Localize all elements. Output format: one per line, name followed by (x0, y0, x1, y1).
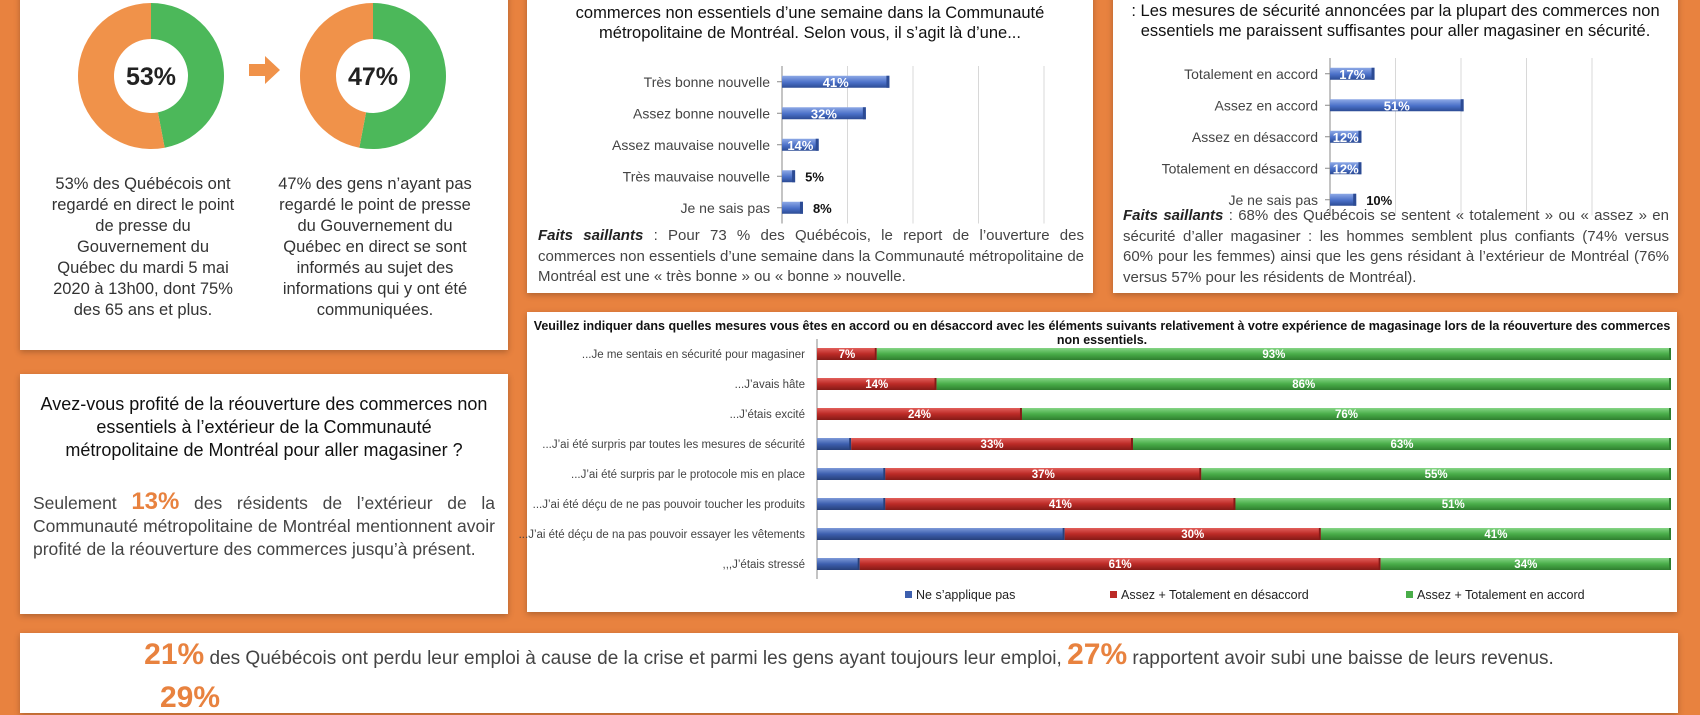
stacked-category-label: ...J’ai été déçu de ne pas pouvoir toucher les produits (532, 499, 805, 511)
stacked-segment-end (875, 348, 877, 360)
q1-value-label: 32% (810, 106, 837, 122)
bottom-text-2: rapportent avoir subi une baisse de leurs revenus. (1127, 648, 1554, 669)
legend-label-0: Ne s’applique pas (916, 588, 1016, 602)
stacked-value-label: 30% (1181, 529, 1205, 541)
stacked-value-label: 34% (1514, 559, 1538, 571)
stacked-value-label: 37% (1031, 469, 1055, 481)
q1-bar (782, 202, 803, 214)
q2-title (1113, 1, 1678, 41)
stacked-segment-end (849, 438, 851, 450)
q3-body (33, 490, 495, 561)
stacked-bar-chart (518, 337, 1677, 612)
stacked-segment-end (1669, 468, 1671, 480)
legend-swatch-1 (1110, 591, 1117, 598)
bottom-text-1: des Québécois ont perdu leur emploi à cause de la crise et parmi les gens ayant toujours leur emploi, (204, 648, 1068, 669)
q1-title (527, 3, 1093, 43)
stacked-value-label: 86% (1292, 379, 1316, 391)
q2-bar-end (1372, 68, 1375, 80)
donut-2-percent: 47% (347, 63, 399, 91)
q1-category-label: Très mauvaise nouvelle (622, 168, 770, 185)
stacked-segment-end (1379, 558, 1381, 570)
legend-label-2: Assez + Totalement en accord (1417, 588, 1585, 602)
q1-panel (527, 0, 1093, 293)
q3-panel (20, 374, 508, 614)
q2-bar-end (1358, 162, 1361, 174)
right-arrow-shape (249, 56, 280, 84)
stacked-category-label: ...J’ai été déçu de na pas pouvoir essayer les vêtements (518, 529, 805, 541)
stacked-segment-end (1669, 408, 1671, 420)
donut-caption-2: 47% des gens n’ayant pas regardé le point de presse du Gouvernement du Québec en direct se sont informés au sujet des informations qui y ont été communiquées. (278, 175, 472, 319)
q1-value-label: 41% (822, 74, 849, 90)
q1-category-label: Assez mauvaise nouvelle (612, 136, 770, 153)
donut-panel (20, 0, 508, 350)
q2-value-label: 12% (1332, 161, 1359, 177)
stacked-segment-end (935, 378, 937, 390)
q2-value-label: 10% (1366, 192, 1393, 208)
q1-title-line-2: métropolitaine de Montréal. Selon vous, il s’agit là d’une... (599, 24, 1021, 42)
donut-1-percent: 53% (125, 63, 177, 91)
donut-caption-1: 53% des Québécois ont regardé en direct le point de presse du Gouvernement du Québec du mardi 5 mai 2020 à 13h00, dont 75% des 65 ans et plus. (51, 175, 235, 319)
q1-bar-end (792, 170, 795, 182)
q2-category-label: Assez en accord (1214, 97, 1318, 114)
bottom-line-2 (20, 681, 1678, 715)
stacked-category-label: ...J’ai été surpris par toutes les mesures de sécurité (542, 439, 805, 451)
stacked-value-label: 51% (1441, 499, 1465, 511)
legend-swatch-0 (905, 591, 912, 598)
stacked-category-label: ...J’avais hâte (734, 379, 805, 391)
stacked-value-label: 7% (838, 349, 856, 361)
q2-category-label: Totalement en accord (1184, 65, 1318, 82)
stacked-segment-end (1063, 528, 1065, 540)
q3-body-after: des résidents de l’extérieur de la Communauté métropolitaine de Montréal mentionnent avoir profité de la réouverture des commerces jusqu’à présent. (33, 493, 495, 559)
q3-highlight-percent: 13% (131, 488, 180, 515)
q1-bar-end (886, 76, 889, 88)
stacked-segment-end (1669, 348, 1671, 360)
donut-charts (20, 0, 508, 160)
stacked-segment-end (1199, 468, 1201, 480)
q1-bar-chart (527, 50, 1093, 216)
q2-panel (1113, 0, 1678, 293)
q2-category-label: Je ne sais pas (1228, 191, 1318, 208)
q2-bar-chart (1113, 38, 1678, 208)
q1-bar-end (800, 202, 803, 214)
stacked-segment-end (883, 468, 885, 480)
stacked-segment-0 (817, 528, 1065, 540)
q2-value-label: 12% (1332, 129, 1359, 145)
stacked-value-label: 24% (907, 409, 931, 421)
stacked-value-label: 41% (1484, 529, 1508, 541)
stacked-category-label: ...J’étais excité (729, 409, 805, 421)
q2-faits-text: : 68% des Québécois se sentent « totalement » ou « assez » en sécurité d’aller magasiner : les hommes semblent plus confiants (74% versus 60% pour les femmes) ainsi que les gens résidant à l’extérieur de Montréal (76% versus 57% pour les résidents de Montréal). (1123, 207, 1669, 286)
stacked-value-label: 93% (1262, 349, 1286, 361)
q2-bar-end (1358, 131, 1361, 143)
stacked-value-label: 61% (1108, 559, 1132, 571)
bottom-pct-3: 29% (160, 681, 221, 714)
stacked-category-label: ...Je me sentais en sécurité pour magasiner (581, 349, 805, 361)
bottom-pct-2: 27% (1067, 638, 1128, 671)
legend-label-1: Assez + Totalement en désaccord (1121, 588, 1309, 602)
stacked-segment-end (1669, 558, 1671, 570)
stacked-segment-end (1669, 438, 1671, 450)
stacked-segment-end (883, 498, 885, 510)
q2-value-label: 51% (1383, 98, 1410, 114)
q1-bar-end (816, 139, 819, 151)
stacked-segment-0 (817, 438, 851, 450)
q2-faits-saillants (1123, 206, 1669, 288)
q1-value-label: 8% (812, 200, 832, 216)
stacked-segment-end (1669, 498, 1671, 510)
legend-swatch-2 (1406, 591, 1413, 598)
q1-title-line-1: commerces non essentiels d’une semaine dans la Communauté (575, 4, 1045, 22)
stacked-segment-end (1669, 378, 1671, 390)
stacked-value-label: 76% (1334, 409, 1358, 421)
stacked-segment-end (1233, 498, 1235, 510)
q2-bar (1330, 194, 1356, 206)
stacked-category-label: ,,,J’étais stressé (722, 559, 805, 571)
q2-faits-label: Faits saillants (1123, 207, 1224, 224)
q2-title-line-2: essentiels me paraissent suffisantes pour aller magasiner en sécurité. (1140, 22, 1651, 40)
stacked-value-label: 41% (1048, 499, 1072, 511)
stacked-segment-end (1669, 528, 1671, 540)
q2-title-line-1: : Les mesures de sécurité annoncées par la plupart des commerces non (1131, 2, 1660, 20)
q1-faits-label: Faits saillants (538, 227, 644, 244)
q2-category-label: Assez en désaccord (1191, 128, 1318, 145)
q2-bar-end (1461, 99, 1464, 111)
q2-value-label: 17% (1339, 66, 1366, 82)
stacked-segment-end (1020, 408, 1022, 420)
bottom-line-1 (20, 638, 1678, 672)
right-arrow-icon (249, 56, 280, 84)
bottom-panel (20, 633, 1678, 713)
q1-category-label: Très bonne nouvelle (643, 73, 770, 90)
q1-category-label: Je ne sais pas (680, 199, 770, 216)
stacked-value-label: 55% (1424, 469, 1448, 481)
stacked-segment-0 (817, 498, 885, 510)
q1-faits-saillants (538, 226, 1084, 288)
q1-value-label: 5% (805, 169, 824, 185)
q2-bar-end (1353, 194, 1356, 206)
stacked-category-label: ...J’ai été surpris par le protocole mis en place (571, 469, 805, 481)
q1-value-label: 14% (787, 137, 814, 153)
q1-faits-text: : Pour 73 % des Québécois, le report de l’ouverture des commerces non essentiels d’une semaine dans la Communauté métropolitaine de Montréal est une « très bonne » ou « bonne » nouvelle. (538, 227, 1084, 285)
q1-bar-end (863, 107, 866, 119)
q1-category-label: Assez bonne nouvelle (633, 105, 770, 122)
stacked-segment-end (1319, 528, 1321, 540)
stacked-value-label: 14% (865, 379, 889, 391)
stacked-segment-0 (817, 558, 860, 570)
stacked-segment-0 (817, 468, 885, 480)
q3-body-before: Seulement (33, 493, 132, 513)
bottom-pct-1: 21% (144, 638, 205, 671)
q2-category-label: Totalement en désaccord (1161, 160, 1318, 177)
stacked-chart-panel (518, 312, 1677, 612)
q3-title: Avez-vous profité de la réouverture des commerces non essentiels à l’extérieur de la Communauté métropolitaine de Montréal pour aller magasiner ? (40, 394, 488, 460)
stacked-segment-end (1131, 438, 1133, 450)
stacked-value-label: 33% (980, 439, 1004, 451)
stacked-segment-end (858, 558, 860, 570)
stacked-value-label: 63% (1390, 439, 1414, 451)
stacked-chart-title: Veuillez indiquer dans quelles mesures vous êtes en accord ou en désaccord avec les éléments suivants relativement à votre expérience de magasinage lors de la réouverture des commerces non essentiels. (533, 319, 1671, 347)
